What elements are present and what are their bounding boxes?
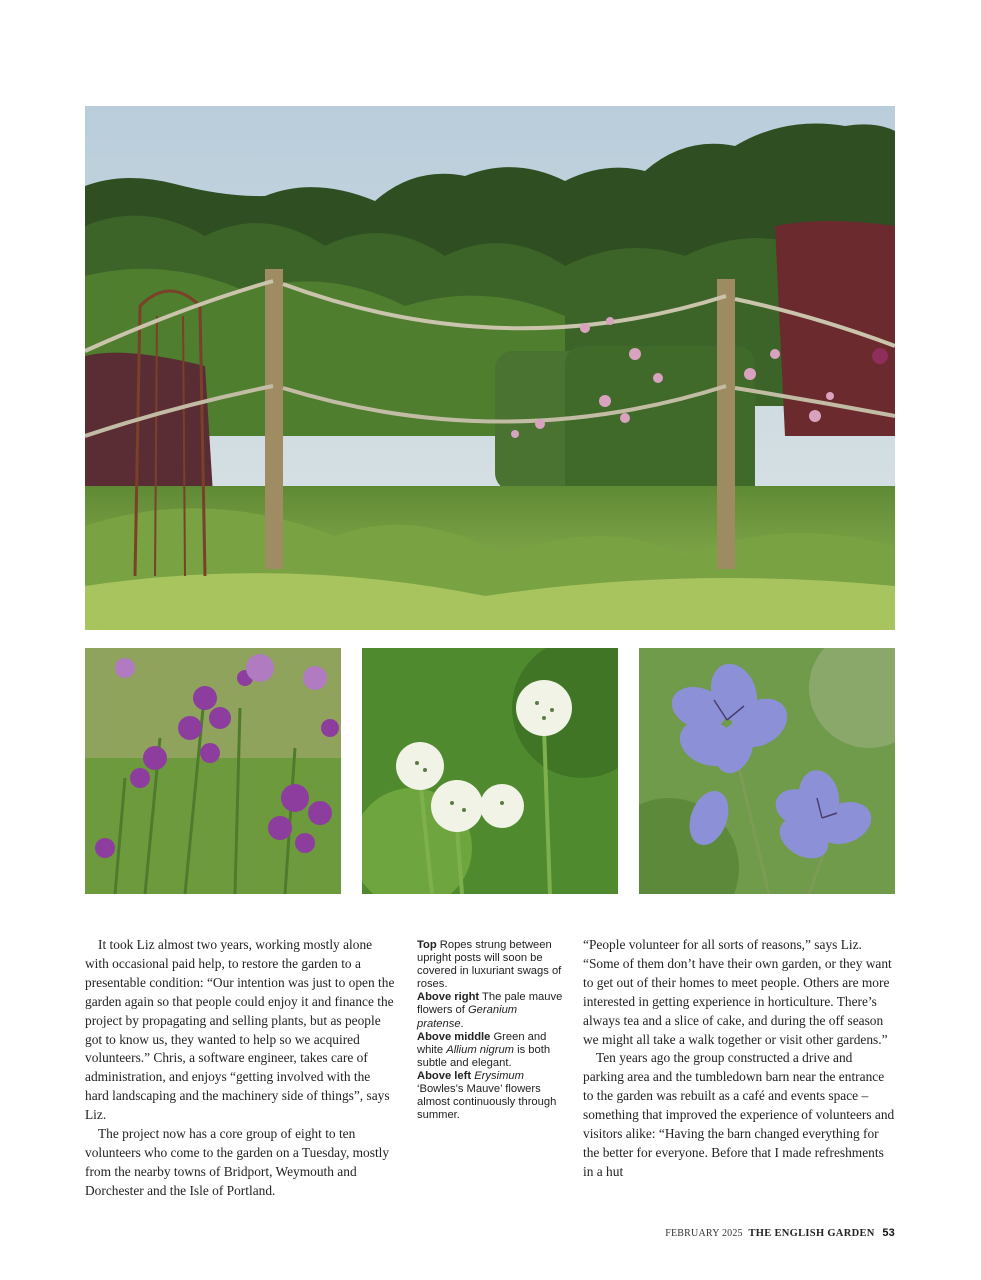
geranium-pratense-image [639,648,895,894]
paragraph: Ten years ago the group constructed a drive and parking area and the tumbledown barn near the entrance to the garden was rebuilt as a café and events space – something that improved the experience of volunteers and visitors alike: “Having the barn changed everything for the better for everyone. Before that I made refreshments in a hut [583,1050,895,1179]
allium-photo [362,648,618,894]
body-text-left-column [85,936,395,1201]
allium-nigrum-image [362,648,618,894]
issue-date: FEBRUARY 2025 [665,1228,743,1239]
page-number: 53 [882,1227,895,1239]
paragraph: “People volunteer for all sorts of reasons,” says Liz. “Some of them don’t have their own garden, or they want to get out of their homes to meet people. Others are more interested in getting experience in horticulture. There’s always tea and a slice of cake, and during the off season we might all take a walk together or visit other gardens.” [583,937,892,1047]
paragraph: It took Liz almost two years, working mostly alone with occasional paid help, to restore the garden to a presentable condition: “Our intention was just to open the garden again so that people could enjoy it and finance the project by propagating and selling plants, but as people got to know us, they wanted to help so we acquired volunteers.” Chris, a software engineer, takes care of administration, and enjoys “getting involved with the hard landscaping and the machinery side of things”, says Liz. [85,937,395,1123]
caption-top: Top Ropes strung between upright posts will soon be covered in luxuriant swags of roses. [417,939,562,991]
magazine-title: THE ENGLISH GARDEN [748,1228,875,1239]
garden-rope-posts-image [85,106,895,630]
geranium-photo [639,648,895,894]
caption-above-left: Above left Erysimum ‘Bowles’s Mauve’ flowers almost continuously through summer. [417,1069,557,1122]
erysimum-photo [85,648,341,894]
main-garden-photo [85,106,895,630]
erysimum-flowers-image [85,648,341,894]
caption-above-middle: Above middle Green and white Allium nigrum is both subtle and elegant. [417,1030,551,1069]
paragraph: The project now has a core group of eight to ten volunteers who come to the garden on a Tuesday, mostly from the nearby towns of Bridport, Weymouth and Dorchester and the Isle of Portland. [85,1126,390,1198]
page-footer [665,1227,895,1239]
body-text-right-column [583,936,895,1182]
caption-above-right: Above right The pale mauve flowers of Geranium pratense. [417,991,563,1030]
photo-captions [417,939,563,1122]
